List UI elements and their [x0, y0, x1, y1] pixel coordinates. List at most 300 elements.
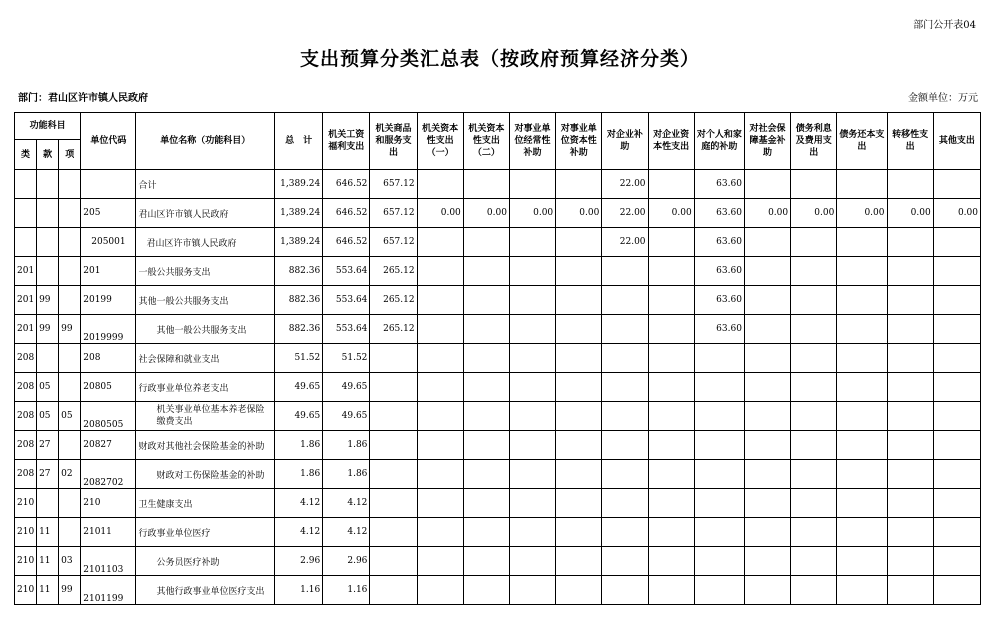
amount-cell — [509, 315, 555, 344]
amount-cell — [694, 402, 744, 431]
amount-cell — [648, 286, 694, 315]
amount-cell — [602, 518, 648, 547]
amount-cell: 0.00 — [463, 199, 509, 228]
kuan-cell — [37, 228, 59, 257]
amount-cell — [417, 257, 463, 286]
total-cell: 2.96 — [275, 547, 323, 576]
col-header: 对事业单位经常性补助 — [509, 113, 555, 170]
amount-cell — [887, 518, 933, 547]
amount-cell — [744, 431, 790, 460]
total-cell: 49.65 — [275, 373, 323, 402]
amount-cell — [463, 373, 509, 402]
amount-cell — [602, 402, 648, 431]
lei-cell: 208 — [15, 373, 37, 402]
amount-cell — [791, 576, 837, 605]
lei-cell — [15, 170, 37, 199]
amount-cell — [744, 228, 790, 257]
amount-cell: 63.60 — [694, 170, 744, 199]
amount-cell — [933, 373, 980, 402]
amount-cell: 0.00 — [556, 199, 602, 228]
amount-cell — [744, 489, 790, 518]
amount-cell: 553.64 — [323, 286, 370, 315]
amount-cell — [887, 373, 933, 402]
amount-cell — [417, 344, 463, 373]
amount-cell — [791, 286, 837, 315]
unit-name-cell: 机关事业单位基本养老保险缴费支出 — [136, 402, 275, 431]
lei-cell — [15, 199, 37, 228]
unit-code-cell: 205001 — [81, 228, 136, 257]
amount-cell: 646.52 — [323, 170, 370, 199]
amount-cell — [417, 576, 463, 605]
xiang-cell — [59, 199, 81, 228]
lei-cell: 208 — [15, 344, 37, 373]
table-row — [15, 170, 981, 199]
amount-cell — [791, 344, 837, 373]
lei-cell: 201 — [15, 315, 37, 344]
kuan-cell — [37, 257, 59, 286]
total-cell: 1.16 — [275, 576, 323, 605]
func-subject-header: 功能科目 — [15, 113, 81, 140]
amount-cell — [556, 315, 602, 344]
amount-cell — [556, 489, 602, 518]
amount-cell — [837, 576, 887, 605]
amount-cell: 657.12 — [370, 199, 417, 228]
amount-cell — [463, 286, 509, 315]
kuan-cell — [37, 344, 59, 373]
amount-cell: 2.96 — [323, 547, 370, 576]
amount-cell — [744, 315, 790, 344]
col-header: 机关资本性支出（二） — [463, 113, 509, 170]
amount-cell — [648, 431, 694, 460]
amount-cell — [417, 402, 463, 431]
lei-header: 类 — [15, 140, 37, 170]
unit-code-cell: 2101103 — [81, 547, 136, 576]
amount-cell — [694, 576, 744, 605]
amount-cell — [370, 547, 417, 576]
unit-code-cell: 2101199 — [81, 576, 136, 605]
unit-code-cell: 210 — [81, 489, 136, 518]
xiang-cell — [59, 170, 81, 199]
amount-cell: 4.12 — [323, 489, 370, 518]
amount-cell — [887, 402, 933, 431]
amount-cell — [791, 373, 837, 402]
unit-name-cell: 行政事业单位养老支出 — [136, 373, 275, 402]
amount-cell — [509, 518, 555, 547]
amount-cell — [509, 228, 555, 257]
table-row — [15, 286, 981, 315]
amount-cell — [933, 576, 980, 605]
unit-name-cell: 其他一般公共服务支出 — [136, 286, 275, 315]
amount-cell — [370, 518, 417, 547]
amount-cell — [744, 373, 790, 402]
table-row — [15, 489, 981, 518]
unit-name-cell: 君山区许市镇人民政府 — [136, 228, 275, 257]
unit-name-cell: 公务员医疗补助 — [136, 547, 275, 576]
unit-name-cell: 财政对工伤保险基金的补助 — [136, 460, 275, 489]
amount-cell — [648, 373, 694, 402]
kuan-cell — [37, 170, 59, 199]
amount-cell — [417, 460, 463, 489]
amount-cell — [837, 518, 887, 547]
total-cell: 49.65 — [275, 402, 323, 431]
amount-cell — [933, 315, 980, 344]
amount-cell — [648, 228, 694, 257]
table-row — [15, 228, 981, 257]
amount-cell — [556, 373, 602, 402]
amount-cell — [463, 315, 509, 344]
amount-cell — [370, 344, 417, 373]
lei-cell: 210 — [15, 518, 37, 547]
unit-name-cell: 合计 — [136, 170, 275, 199]
amount-cell — [648, 402, 694, 431]
table-header — [15, 113, 981, 170]
amount-cell — [791, 547, 837, 576]
amount-cell — [933, 547, 980, 576]
amount-cell — [556, 431, 602, 460]
unit-code-cell: 20805 — [81, 373, 136, 402]
kuan-cell: 05 — [37, 373, 59, 402]
amount-cell: 22.00 — [602, 170, 648, 199]
amount-cell — [370, 460, 417, 489]
amount-cell — [602, 286, 648, 315]
unit-name-cell: 一般公共服务支出 — [136, 257, 275, 286]
amount-cell — [933, 257, 980, 286]
amount-cell: 265.12 — [370, 315, 417, 344]
amount-cell: 0.00 — [791, 199, 837, 228]
amount-cell — [933, 431, 980, 460]
col-header: 对事业单位资本性补助 — [556, 113, 602, 170]
xiang-cell — [59, 489, 81, 518]
amount-cell: 63.60 — [694, 257, 744, 286]
amount-cell — [694, 344, 744, 373]
table-row — [15, 576, 981, 605]
total-cell: 1.86 — [275, 460, 323, 489]
table-row — [15, 431, 981, 460]
xiang-cell — [59, 373, 81, 402]
unit-code-cell: 2080505 — [81, 402, 136, 431]
unit-name-cell: 社会保障和就业支出 — [136, 344, 275, 373]
amount-cell — [887, 286, 933, 315]
amount-cell: 4.12 — [323, 518, 370, 547]
amount-cell — [791, 402, 837, 431]
amount-cell — [509, 402, 555, 431]
total-header: 总 计 — [275, 113, 323, 170]
total-cell: 882.36 — [275, 315, 323, 344]
amount-cell — [694, 373, 744, 402]
amount-cell — [602, 460, 648, 489]
amount-cell — [602, 489, 648, 518]
amount-cell — [556, 286, 602, 315]
amount-cell — [791, 460, 837, 489]
col-header: 其他支出 — [933, 113, 980, 170]
xiang-cell — [59, 286, 81, 315]
amount-cell: 63.60 — [694, 199, 744, 228]
table-row — [15, 257, 981, 286]
amount-cell — [837, 228, 887, 257]
unit-name-header: 单位名称（功能科目） — [136, 113, 275, 170]
table-row — [15, 518, 981, 547]
amount-cell — [417, 228, 463, 257]
amount-cell: 49.65 — [323, 373, 370, 402]
amount-cell — [744, 402, 790, 431]
kuan-cell: 27 — [37, 431, 59, 460]
amount-cell — [509, 576, 555, 605]
lei-cell: 210 — [15, 576, 37, 605]
amount-cell — [556, 576, 602, 605]
table-row — [15, 344, 981, 373]
amount-cell — [602, 315, 648, 344]
amount-cell — [791, 431, 837, 460]
unit-code-header: 单位代码 — [81, 113, 136, 170]
lei-cell: 208 — [15, 431, 37, 460]
amount-cell — [509, 547, 555, 576]
amount-cell — [744, 460, 790, 489]
amount-cell: 63.60 — [694, 228, 744, 257]
amount-cell — [648, 315, 694, 344]
total-cell: 882.36 — [275, 286, 323, 315]
xiang-cell — [59, 344, 81, 373]
department-label: 部门：君山区许市镇人民政府 — [18, 93, 148, 104]
table-number-label: 部门公开表04 — [913, 20, 976, 31]
table-row — [15, 199, 981, 228]
amount-cell — [509, 170, 555, 199]
amount-cell: 1.86 — [323, 431, 370, 460]
col-header: 对企业补助 — [602, 113, 648, 170]
col-header: 债务还本支出 — [837, 113, 887, 170]
amount-cell: 0.00 — [887, 199, 933, 228]
amount-cell: 553.64 — [323, 315, 370, 344]
lei-cell: 201 — [15, 257, 37, 286]
amount-cell — [694, 547, 744, 576]
col-header: 机关商品和服务支出 — [370, 113, 417, 170]
amount-cell — [887, 344, 933, 373]
total-cell: 1.86 — [275, 431, 323, 460]
xiang-cell: 99 — [59, 576, 81, 605]
amount-cell — [417, 489, 463, 518]
kuan-cell: 05 — [37, 402, 59, 431]
amount-cell — [556, 344, 602, 373]
amount-cell — [887, 257, 933, 286]
amount-cell: 657.12 — [370, 228, 417, 257]
table-body — [15, 170, 981, 605]
amount-cell — [648, 170, 694, 199]
amount-cell: 1.16 — [323, 576, 370, 605]
amount-cell: 22.00 — [602, 199, 648, 228]
amount-cell — [744, 286, 790, 315]
amount-cell — [648, 460, 694, 489]
amount-cell: 0.00 — [648, 199, 694, 228]
amount-cell: 51.52 — [323, 344, 370, 373]
amount-cell — [417, 431, 463, 460]
lei-cell: 210 — [15, 489, 37, 518]
amount-cell — [887, 315, 933, 344]
amount-cell — [837, 373, 887, 402]
amount-cell — [370, 489, 417, 518]
amount-cell — [463, 344, 509, 373]
amount-cell — [887, 170, 933, 199]
amount-cell — [602, 257, 648, 286]
amount-cell — [837, 431, 887, 460]
unit-code-cell: 201 — [81, 257, 136, 286]
amount-cell — [463, 402, 509, 431]
amount-cell — [463, 228, 509, 257]
unit-code-cell: 20199 — [81, 286, 136, 315]
unit-code-cell: 20827 — [81, 431, 136, 460]
total-cell: 1,389.24 — [275, 170, 323, 199]
amount-cell — [791, 257, 837, 286]
amount-cell — [463, 257, 509, 286]
table-row — [15, 402, 981, 431]
kuan-cell: 11 — [37, 518, 59, 547]
amount-cell: 265.12 — [370, 286, 417, 315]
amount-cell — [556, 402, 602, 431]
lei-cell — [15, 228, 37, 257]
amount-cell — [694, 431, 744, 460]
amount-cell — [556, 228, 602, 257]
total-cell: 1,389.24 — [275, 199, 323, 228]
col-header: 机关资本性支出（一） — [417, 113, 463, 170]
xiang-cell — [59, 228, 81, 257]
amount-cell — [509, 286, 555, 315]
amount-cell: 22.00 — [602, 228, 648, 257]
amount-cell — [744, 576, 790, 605]
amount-cell — [837, 315, 887, 344]
unit-code-cell: 2019999 — [81, 315, 136, 344]
amount-cell — [509, 460, 555, 489]
amount-cell — [791, 489, 837, 518]
col-header: 机关工资福利支出 — [323, 113, 370, 170]
xiang-cell: 03 — [59, 547, 81, 576]
total-cell: 51.52 — [275, 344, 323, 373]
amount-cell: 63.60 — [694, 286, 744, 315]
amount-cell — [509, 489, 555, 518]
amount-cell — [744, 344, 790, 373]
amount-cell — [933, 518, 980, 547]
amount-cell — [933, 286, 980, 315]
amount-cell — [556, 170, 602, 199]
xiang-header: 项 — [59, 140, 81, 170]
amount-cell — [648, 257, 694, 286]
unit-name-cell: 卫生健康支出 — [136, 489, 275, 518]
table-row — [15, 460, 981, 489]
amount-cell — [887, 576, 933, 605]
amount-cell — [417, 286, 463, 315]
unit-name-cell: 其他行政事业单位医疗支出 — [136, 576, 275, 605]
amount-cell — [556, 257, 602, 286]
amount-cell — [370, 431, 417, 460]
amount-cell — [463, 431, 509, 460]
amount-cell — [694, 518, 744, 547]
kuan-cell: 11 — [37, 547, 59, 576]
kuan-cell — [37, 489, 59, 518]
total-cell: 4.12 — [275, 518, 323, 547]
xiang-cell: 02 — [59, 460, 81, 489]
unit-name-cell: 财政对其他社会保险基金的补助 — [136, 431, 275, 460]
amount-cell — [417, 373, 463, 402]
amount-cell — [556, 547, 602, 576]
total-cell: 1,389.24 — [275, 228, 323, 257]
amount-cell — [744, 518, 790, 547]
unit-code-cell: 21011 — [81, 518, 136, 547]
amount-cell — [463, 170, 509, 199]
amount-cell: 0.00 — [837, 199, 887, 228]
budget-table — [14, 112, 981, 605]
amount-cell — [648, 547, 694, 576]
col-header: 对个人和家庭的补助 — [694, 113, 744, 170]
col-header: 对社会保障基金补助 — [744, 113, 790, 170]
table-row — [15, 315, 981, 344]
amount-cell — [556, 460, 602, 489]
amount-cell — [837, 402, 887, 431]
amount-cell: 0.00 — [933, 199, 980, 228]
amount-cell — [556, 518, 602, 547]
total-cell: 4.12 — [275, 489, 323, 518]
amount-cell — [791, 315, 837, 344]
amount-cell — [791, 228, 837, 257]
amount-cell: 0.00 — [417, 199, 463, 228]
col-header: 转移性支出 — [887, 113, 933, 170]
amount-cell — [463, 547, 509, 576]
amount-cell — [509, 373, 555, 402]
amount-cell — [791, 170, 837, 199]
amount-cell — [933, 460, 980, 489]
amount-cell — [744, 257, 790, 286]
unit-code-cell — [81, 170, 136, 199]
kuan-cell — [37, 199, 59, 228]
amount-cell — [837, 344, 887, 373]
amount-cell — [463, 576, 509, 605]
kuan-cell: 11 — [37, 576, 59, 605]
amount-cell: 553.64 — [323, 257, 370, 286]
amount-unit-label: 金额单位：万元 — [908, 93, 978, 104]
unit-name-cell: 君山区许市镇人民政府 — [136, 199, 275, 228]
lei-cell: 210 — [15, 547, 37, 576]
lei-cell: 208 — [15, 460, 37, 489]
lei-cell: 208 — [15, 402, 37, 431]
xiang-cell: 05 — [59, 402, 81, 431]
amount-cell: 0.00 — [744, 199, 790, 228]
kuan-cell: 27 — [37, 460, 59, 489]
amount-cell — [933, 228, 980, 257]
amount-cell — [744, 547, 790, 576]
amount-cell: 49.65 — [323, 402, 370, 431]
xiang-cell — [59, 431, 81, 460]
amount-cell — [417, 170, 463, 199]
amount-cell — [887, 228, 933, 257]
col-header: 债务利息及费用支出 — [791, 113, 837, 170]
amount-cell — [417, 547, 463, 576]
amount-cell — [933, 344, 980, 373]
page-title: 支出预算分类汇总表（按政府预算经济分类） — [299, 48, 700, 70]
amount-cell — [744, 170, 790, 199]
amount-cell — [509, 344, 555, 373]
amount-cell — [370, 373, 417, 402]
unit-code-cell: 208 — [81, 344, 136, 373]
amount-cell: 646.52 — [323, 199, 370, 228]
amount-cell — [933, 489, 980, 518]
amount-cell — [887, 489, 933, 518]
unit-code-cell: 2082702 — [81, 460, 136, 489]
amount-cell: 1.86 — [323, 460, 370, 489]
amount-cell — [648, 576, 694, 605]
unit-name-cell: 其他一般公共服务支出 — [136, 315, 275, 344]
amount-cell — [837, 286, 887, 315]
amount-cell — [602, 547, 648, 576]
amount-cell — [509, 431, 555, 460]
amount-cell — [463, 518, 509, 547]
amount-cell: 63.60 — [694, 315, 744, 344]
table-row — [15, 373, 981, 402]
